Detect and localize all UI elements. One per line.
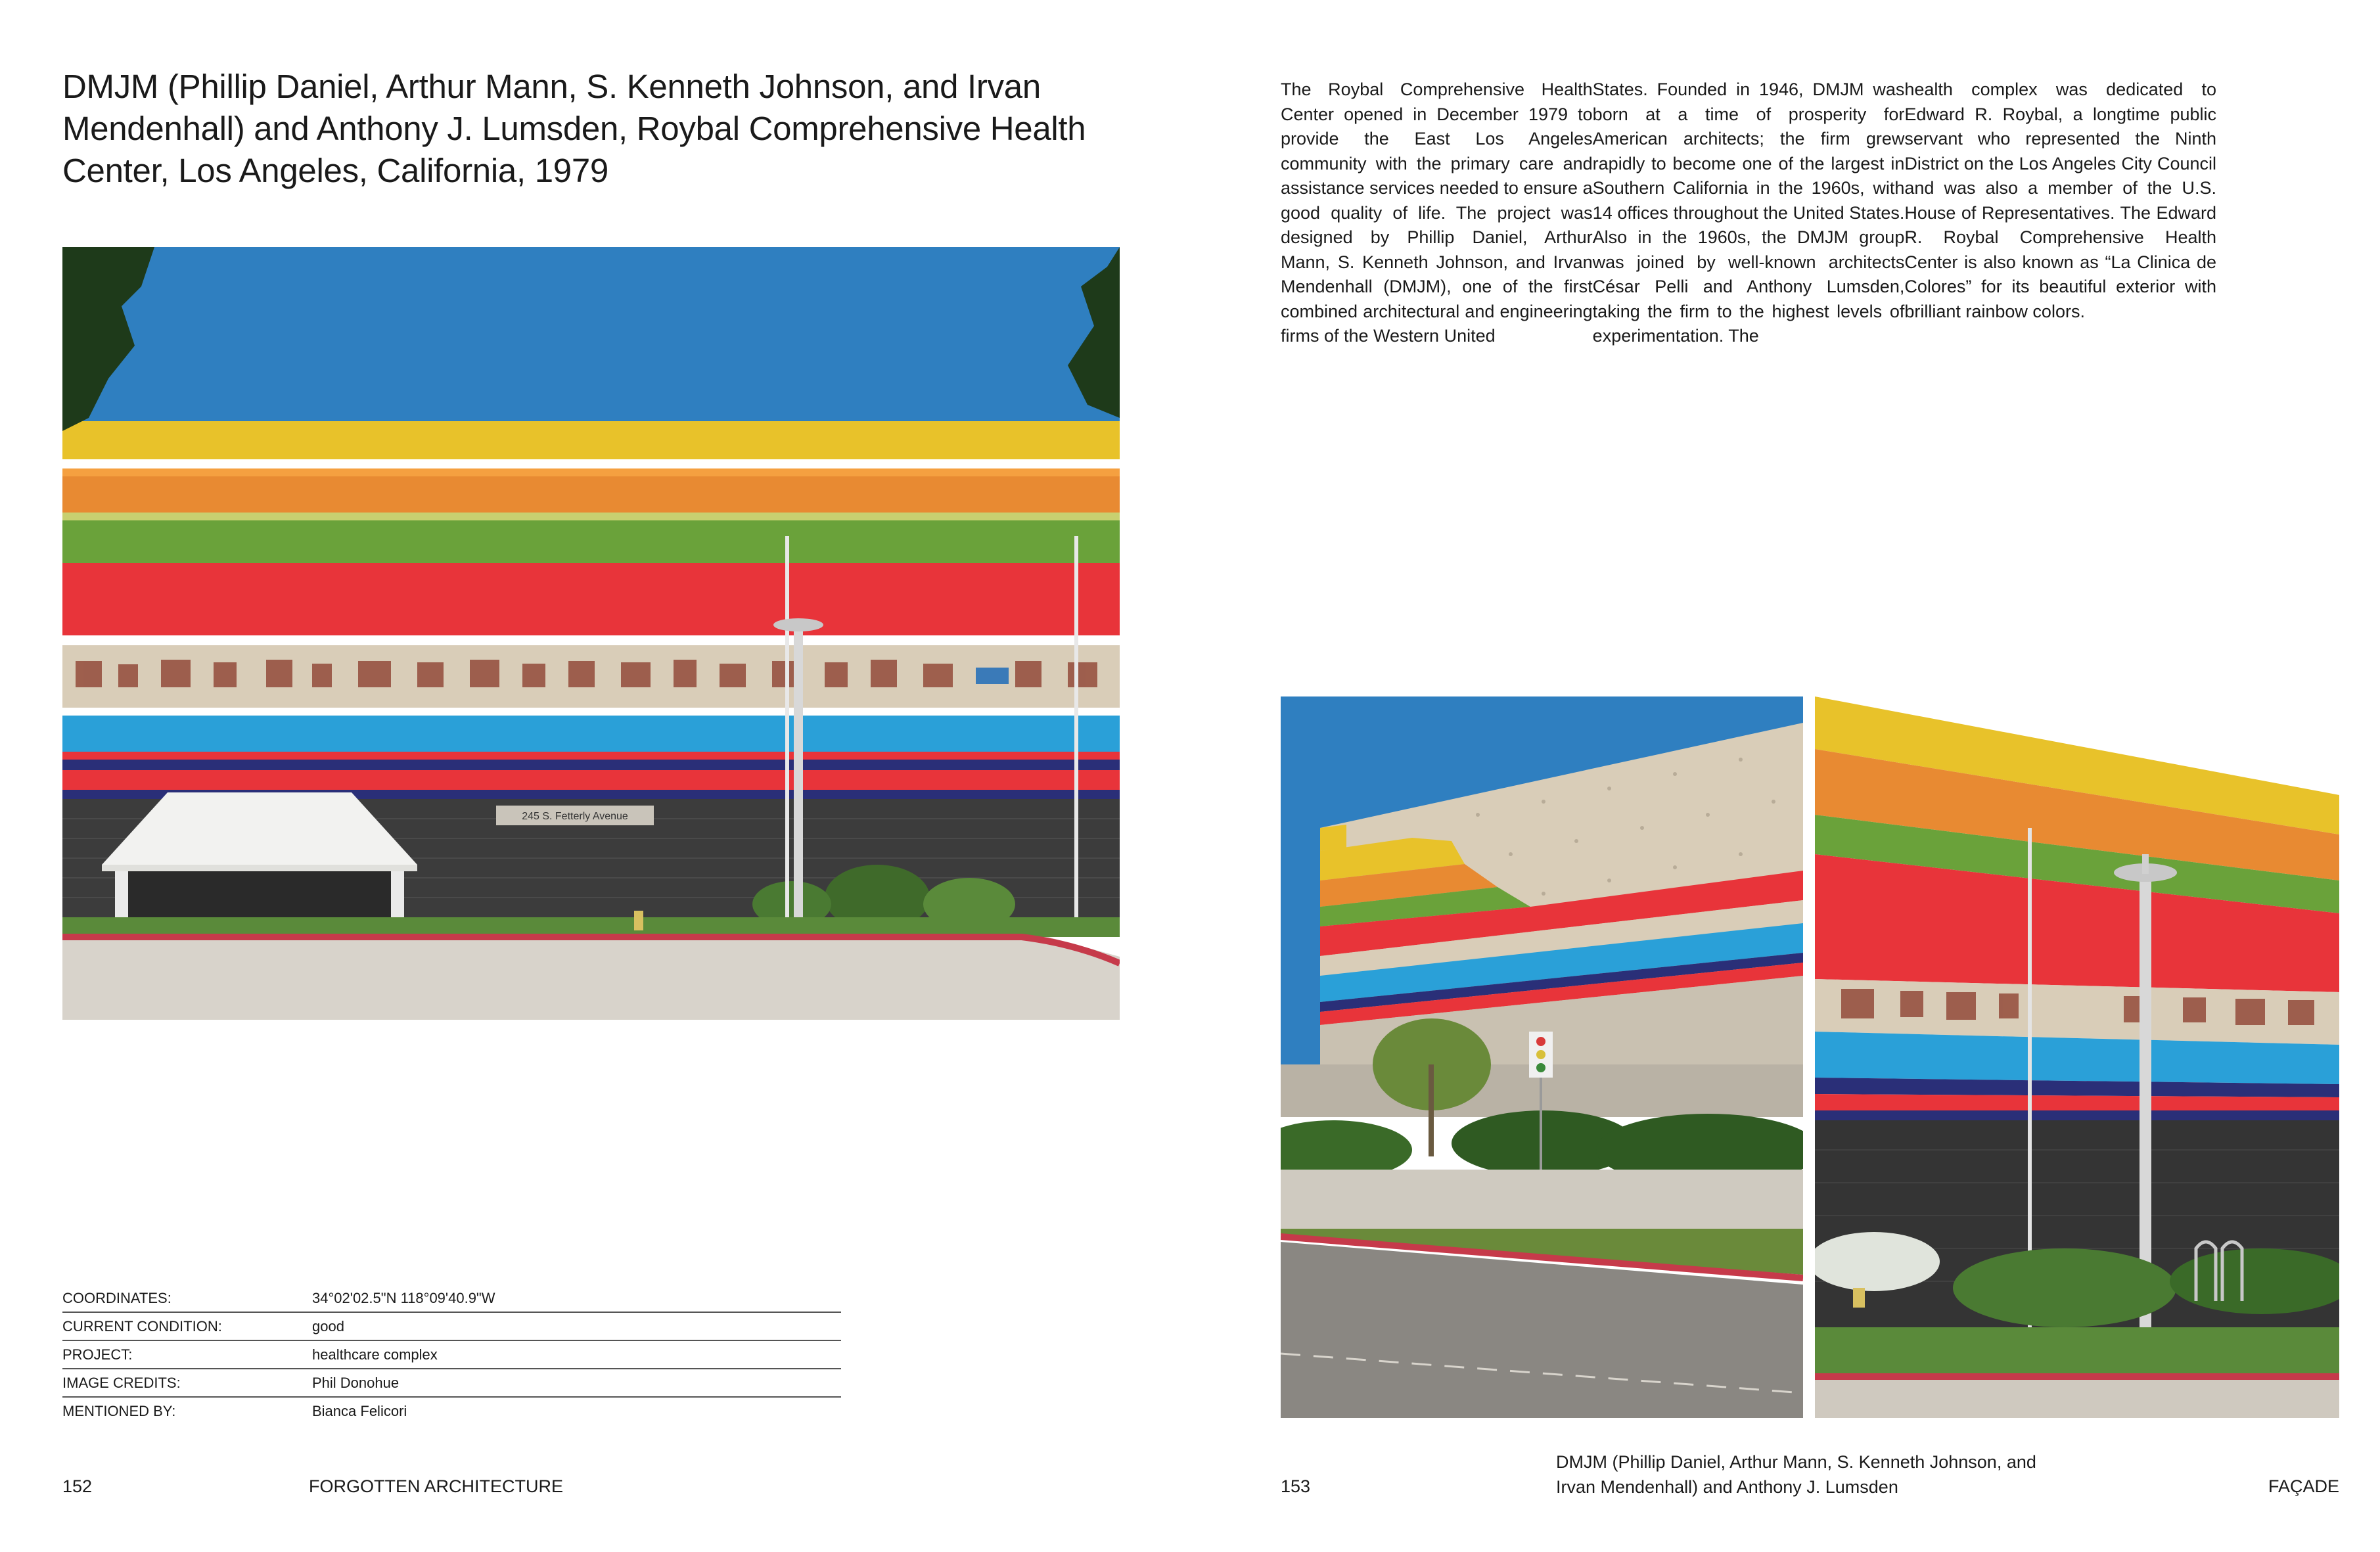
- page-title: DMJM (Phillip Daniel, Arthur Mann, S. Kenneth Johnson, and Irvan Mendenhall) and Anthony J. Lumsden, Roybal Comprehensive Health Center, Los Angeles, California, 1979: [62, 68, 1086, 189]
- meta-row-condition: [62, 1313, 841, 1341]
- corner-view-photo: [1281, 696, 1803, 1418]
- address-sign-text: 245 S. Fetterly Avenue: [522, 811, 628, 822]
- page-number-left: 152: [62, 1476, 93, 1496]
- meta-label: MENTIONED BY:: [62, 1402, 176, 1419]
- meta-label: COORDINATES:: [62, 1289, 172, 1306]
- meta-label: CURRENT CONDITION:: [62, 1317, 222, 1335]
- meta-value: good: [312, 1317, 344, 1335]
- meta-value: 34°02'02.5"N 118°09'40.9"W: [312, 1289, 495, 1306]
- running-head-right: FAÇADE: [2268, 1476, 2339, 1496]
- facade-detail-photo: [1815, 696, 2339, 1418]
- meta-row-mentioned-by: [62, 1398, 841, 1425]
- text-column-1: The Roybal Comprehensive Health Center opened in December 1979 to provide the East Los Angeles community with the primary care and assistance services needed to ensure a good quality of life. The project was designed by Phillip Daniel, Arthur Mann, S. Kenneth Johnson, and Irvan Mendenhall (DMJM), one of the first combined architectural and engineering firms of the Western United: [1281, 80, 1593, 346]
- meta-label: PROJECT:: [62, 1346, 133, 1363]
- meta-row-coordinates: [62, 1285, 841, 1313]
- meta-value: Phil Donohue: [312, 1374, 400, 1391]
- text-column-3: health complex was dedicated to Edward R. Roybal, a longtime public servant who represented the Ninth District on the Los Angeles City Council and was also a member of the U.S. House of Representatives. The Edward R. Roybal Comprehensive Health Center is also known as “La Clinica de Colores” for its beautiful exterior with brilliant rainbow colors.: [1904, 80, 2217, 321]
- meta-value: Bianca Felicori: [312, 1402, 407, 1419]
- photo-caption: DMJM (Phillip Daniel, Arthur Mann, S. Kenneth Johnson, and Irvan Mendenhall) and Anthony J. Lumsden: [1556, 1452, 2036, 1497]
- meta-label: IMAGE CREDITS:: [62, 1374, 181, 1391]
- project-meta-table: [62, 1285, 841, 1425]
- page-number-right: 153: [1281, 1476, 1311, 1496]
- meta-row-image-credits: [62, 1369, 841, 1398]
- meta-value: healthcare complex: [312, 1346, 438, 1363]
- right-page: [1190, 0, 2380, 1552]
- text-column-2: States. Founded in 1946, DMJM was born at a time of prosperity for American architects; the firm grew rapidly to become one of the largest in Southern California in the 1960s, with 14 offices throughout the United States. Also in the 1960s, the DMJM group was joined by well-known architects César Pelli and Anthony Lumsden, taking the firm to the highest levels of experimentation. The: [1592, 80, 1905, 346]
- main-facade-photo: [62, 247, 1120, 1020]
- body-text: [1281, 78, 2216, 349]
- running-head-left: FORGOTTEN ARCHITECTURE: [309, 1476, 564, 1496]
- meta-row-project: [62, 1341, 841, 1369]
